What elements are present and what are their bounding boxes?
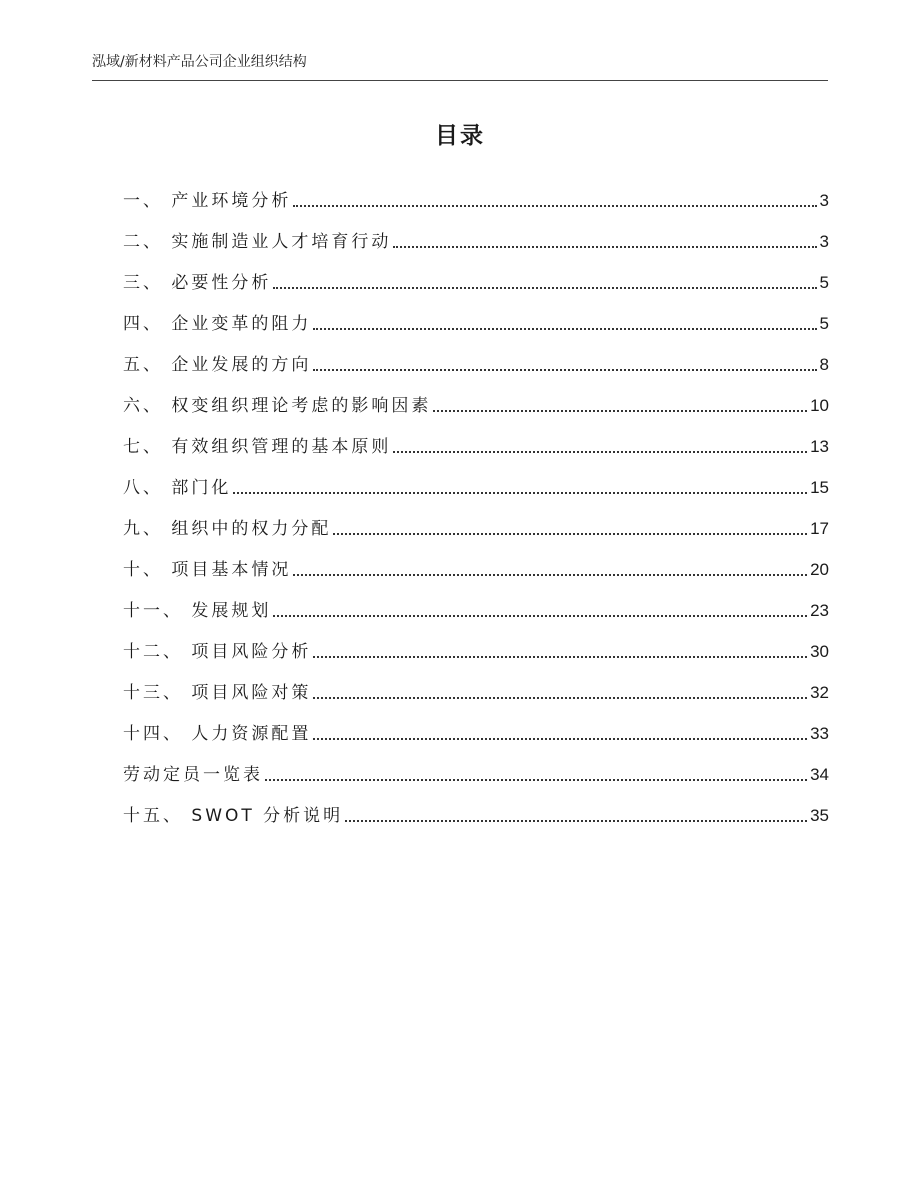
toc-dot-leader <box>433 409 807 412</box>
toc-entry[interactable] <box>123 418 829 459</box>
toc-entry-label: 十四、 人力资源配置 <box>123 724 312 744</box>
toc-dot-leader <box>313 696 807 699</box>
toc-entry-label: 八、 部门化 <box>123 478 232 498</box>
toc-entry-label: 三、 必要性分析 <box>123 273 272 293</box>
toc-entry[interactable] <box>123 295 829 336</box>
toc-entry[interactable] <box>123 336 829 377</box>
toc-entry-page-number: 15 <box>810 478 829 497</box>
toc-dot-leader <box>393 450 807 453</box>
toc-entry-page-number: 3 <box>819 232 829 251</box>
toc-entry-page-number: 10 <box>810 396 829 415</box>
toc-dot-leader <box>293 204 816 207</box>
toc-dot-leader <box>313 737 807 740</box>
toc-entry-label: 十、 项目基本情况 <box>123 560 292 580</box>
toc-dot-leader <box>293 573 807 576</box>
toc-entry-label: 十五、 SWOT 分析说明 <box>123 806 344 826</box>
toc-dot-leader <box>273 286 816 289</box>
toc-entry[interactable] <box>123 254 829 295</box>
toc-dot-leader <box>313 368 816 371</box>
toc-dot-leader <box>313 327 816 330</box>
toc-entry-page-number: 33 <box>810 724 829 743</box>
toc-dot-leader <box>345 819 807 822</box>
toc-entry-page-number: 5 <box>819 273 829 292</box>
toc-entry[interactable] <box>123 213 829 254</box>
toc-entry[interactable] <box>123 377 829 418</box>
toc-entry-page-number: 35 <box>810 806 829 825</box>
toc-entry-label: 劳动定员一览表 <box>123 765 263 785</box>
toc-entry[interactable] <box>123 664 829 705</box>
toc-dot-leader <box>233 491 807 494</box>
toc-entry-page-number: 30 <box>810 642 829 661</box>
toc-entry-label: 十三、 项目风险对策 <box>123 683 312 703</box>
toc-entry-page-number: 13 <box>810 437 829 456</box>
toc-entry[interactable] <box>123 500 829 541</box>
toc-entry[interactable] <box>123 705 829 746</box>
toc-entry-label: 六、 权变组织理论考虑的影响因素 <box>123 396 432 416</box>
toc-entry[interactable] <box>123 623 829 664</box>
toc-entry[interactable] <box>123 746 829 787</box>
toc-entry-label: 一、 产业环境分析 <box>123 191 292 211</box>
toc-entry-page-number: 23 <box>810 601 829 620</box>
toc-entry[interactable] <box>123 541 829 582</box>
toc-dot-leader <box>273 614 807 617</box>
toc-entry-label: 二、 实施制造业人才培育行动 <box>123 232 392 252</box>
toc-entry-page-number: 17 <box>810 519 829 538</box>
toc-entry-label: 十一、 发展规划 <box>123 601 272 621</box>
toc-entry-label: 五、 企业发展的方向 <box>123 355 312 375</box>
toc-entry[interactable] <box>123 787 829 828</box>
toc-entry[interactable] <box>123 459 829 500</box>
toc-entry-page-number: 32 <box>810 683 829 702</box>
toc-entry-page-number: 3 <box>819 191 829 210</box>
toc-list <box>123 172 829 828</box>
toc-dot-leader <box>313 655 807 658</box>
running-header: 泓域/新材料产品公司企业组织结构 <box>92 52 828 81</box>
toc-entry-label: 十二、 项目风险分析 <box>123 642 312 662</box>
toc-entry[interactable] <box>123 172 829 213</box>
toc-dot-leader <box>333 532 807 535</box>
toc-entry-page-number: 8 <box>819 355 829 374</box>
toc-entry-label: 九、 组织中的权力分配 <box>123 519 332 539</box>
toc-entry-label: 四、 企业变革的阻力 <box>123 314 312 334</box>
toc-dot-leader <box>265 778 807 781</box>
toc-dot-leader <box>393 245 816 248</box>
toc-entry-page-number: 20 <box>810 560 829 579</box>
toc-entry-page-number: 34 <box>810 765 829 784</box>
toc-title: 目录 <box>435 123 485 149</box>
toc-entry-label: 七、 有效组织管理的基本原则 <box>123 437 392 457</box>
toc-entry[interactable] <box>123 582 829 623</box>
toc-entry-page-number: 5 <box>819 314 829 333</box>
